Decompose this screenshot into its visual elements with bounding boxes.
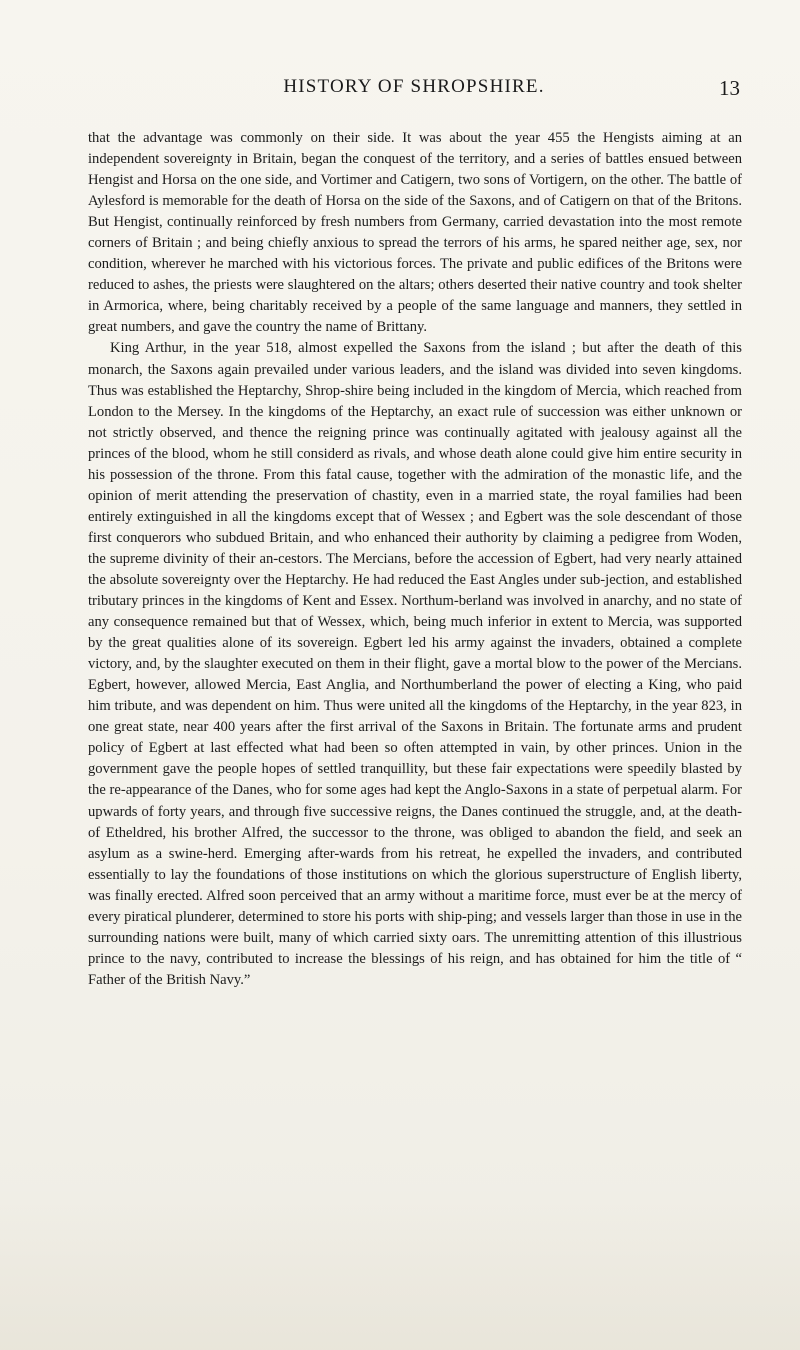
paragraph-2: King Arthur, in the year 518, almost expelled the Saxons from the island ; but after the death of this monarch, the Saxons again prevailed under various leaders, and the island was divided into seven kingdoms. Thus was established the Heptarchy, Shrop-shire being included in the kingdom of Mercia, which reached from London to the Mersey. In the kingdoms of the Heptarchy, an exact rule of succession was either unknown or not strictly observed, and thence the reigning prince was continually agitated with jealousy against all the princes of the blood, whom he still considerd as rivals, and whose death alone could give him entire security in his possession of the throne. From this fatal cause, together with the admiration of the monastic life, and the opinion of merit attending the preservation of chastity, even in a married state, the royal families had been entirely extinguished in all the kingdoms except that of Wessex ; and Egbert was the sole descendant of those first conquerors who subdued Britain, and who enhanced their authority by claiming a pedigree from Woden, the supreme divinity of their an-cestors. The Mercians, before the accession of Egbert, had very nearly attained the absolute sovereignty over the Heptarchy. He had reduced the East Angles under sub-jection, and established tributary princes in the kingdoms of Kent and Essex. Northum-berland was involved in anarchy, and no state of any consequence remained but that of Wessex, which, being much inferior in extent to Mercia, was supported by the great qualities alone of its sovereign. Egbert led his army against the invaders, obtained a complete victory, and, by the slaughter executed on them in their flight, gave a mortal blow to the power of the Mercians. Egbert, however, allowed Mercia, East Anglia, and Northumberland the power of electing a King, who paid him tribute, and was dependent on him. Thus were united all the kingdoms of the Heptarchy, in the year 823, in one great state, near 400 years after the first arrival of the Saxons in Britain. The fortunate arms and prudent policy of Egbert at last effected what had been so often attempted in vain, by other princes. Union in the government gave the people hopes of settled tranquillity, but these fair expectations were speedily blasted by the re-appearance of the Danes, who for some ages had kept the Anglo-Saxons in a state of perpetual alarm. For upwards of forty years, and through five successive reigns, the Danes continued the struggle, and, at the death- of Etheldred, his brother Alfred, the successor to the throne, was obliged to abandon the field, and seek an asylum as a swine-herd. Emerging after-wards from his retreat, he expelled the invaders, and contributed essentially to lay the foundations of those institutions on which the glorious superstructure of English liberty, was finally erected. Alfred soon perceived that an army without a maritime force, must ever be at the mercy of every piratical plunderer, determined to store his ports with ship-ping; and vessels larger than those in use in the surrounding nations were built, many of which carried sixty oars. The unremitting attention of this illustrious prince to the navy, contributed to increase the blessings of his reign, and has obtained for him the title of “ Father of the British Navy.” — [88, 340, 742, 988]
page-number: 13 — [719, 76, 740, 100]
running-head — [88, 76, 740, 106]
body-text — [88, 128, 742, 991]
running-title: HISTORY OF SHROPSHIRE. — [283, 76, 545, 97]
paper-stain — [0, 1190, 800, 1350]
paragraph-1: that the advantage was commonly on their side. It was about the year 455 the Hengists aiming at an independent sovereignty in Britain, began the conquest of the territory, and a series of battles ensued between Hengist and Horsa on the one side, and Vortimer and Catigern, two sons of Vortigern, on the other. The battle of Aylesford is memorable for the death of Horsa on the side of the Saxons, and of Catigern on that of the Britons. But Hengist, continually reinforced by fresh numbers from Germany, carried devastation into the most remote corners of Britain ; and being chiefly anxious to spread the terrors of his arms, he spared neither age, sex, nor condition, wherever he marched with his victorious forces. The private and public edifices of the Britons were reduced to ashes, the priests were slaughtered on the altars; others deserted their native country and took shelter in Armorica, where, being charitably received by a people of the same language and manners, they settled in great numbers, and gave the country the name of Brittany. — [88, 130, 742, 336]
